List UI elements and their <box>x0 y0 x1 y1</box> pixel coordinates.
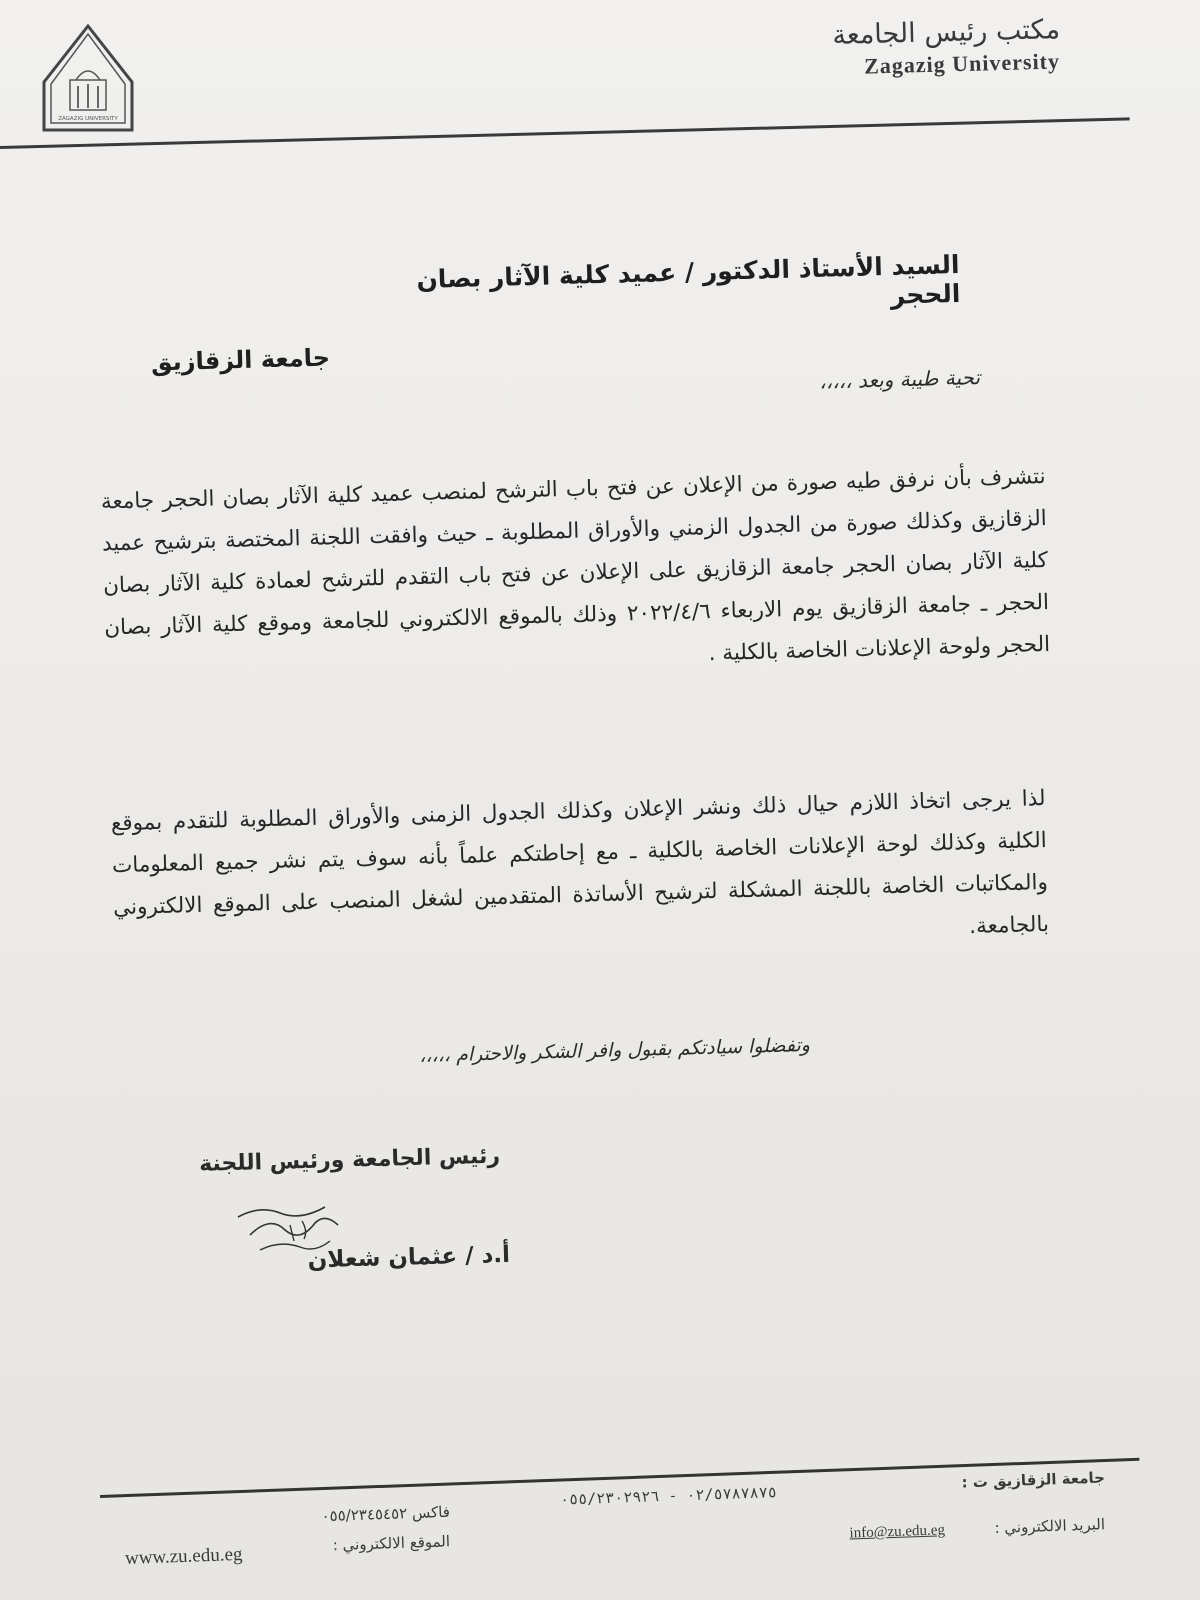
footer-fax: فاكس ٠٥٥/٢٣٤٥٤٥٢ <box>321 1502 451 1526</box>
svg-text:ZAGAZIG UNIVERSITY: ZAGAZIG UNIVERSITY <box>58 116 118 122</box>
footer-university-tel: جامعة الزقازيق ت : <box>961 1468 1106 1492</box>
body-paragraph-2: لذا يرجى اتخاذ اللازم حيال ذلك ونشر الإعلان وكذلك الجدول الزمنى والأوراق المطلوبة للتقدم بموقع الكلية وكذلك لوحة الإعلانات الخاصة بالكلية ـ مع إحاطتكم علماً بأنه سوف يتم نشر جميع المعلومات والمكاتبات الخاصة باللجنة المشكلة لترشيح الأساتذة المتقدمين لشغل المنصب على الموقع الالكتروني بالجامعة. <box>110 785 1050 940</box>
signatory-title: رئيس الجامعة ورئيس اللجنة <box>198 1143 501 1177</box>
addressee-line1: السيد الأستاذ الدكتور / عميد كلية الآثار بصان الحجر <box>416 249 961 310</box>
office-title-en: Zagazig University <box>863 48 1061 79</box>
closing-line: وتفضلوا سيادتكم بقبول وافر الشكر والاحترام ،،،،، <box>419 1034 811 1067</box>
university-logo <box>36 22 140 138</box>
addressee-line2: جامعة الزقازيق <box>150 343 331 377</box>
office-title-ar: مكتب رئيس الجامعة <box>831 14 1061 52</box>
footer-email: info@zu.edu.eg <box>849 1522 946 1542</box>
body-paragraph-1: نتشرف بأن نرفق طيه صورة من الإعلان عن فتح باب الترشح لمنصب عميد كلية الآثار بصان الحجر جامعة الزقازيق وكذلك صورة من الجدول الزمني والأوراق المطلوبة ـ حيث وافقت اللجنة المختصة بترشيح عميد كلية الآثار بصان الحجر جامعة الزقازيق على الإعلان عن فتح باب التقدم للترشح لعمادة كلية الآثار بصان الحجر ـ جامعة الزقازيق يوم الاربعاء ٢٠٢٢/٤/٦ وذلك بالموقع الالكتروني للجامعة وموقع كلية الآثار بصان الحجر ولوحة الإعلانات الخاصة بالكلية . <box>100 463 1051 667</box>
greeting: تحية طيبة وبعد ،،،،، <box>819 365 981 394</box>
footer-phones: ٠٢/٥٧٨٧٨٧٥ - ٠٥٥/٢٣٠٢٩٢٦ <box>559 1483 778 1509</box>
footer-website: www.zu.edu.eg <box>124 1543 243 1569</box>
footer-email-label: البريد الالكتروني : <box>994 1515 1106 1538</box>
signatory-name: أ.د / عثمان شعلان <box>307 1241 511 1274</box>
footer-website-label: الموقع الالكتروني : <box>332 1532 451 1555</box>
header-divider <box>0 117 1130 149</box>
